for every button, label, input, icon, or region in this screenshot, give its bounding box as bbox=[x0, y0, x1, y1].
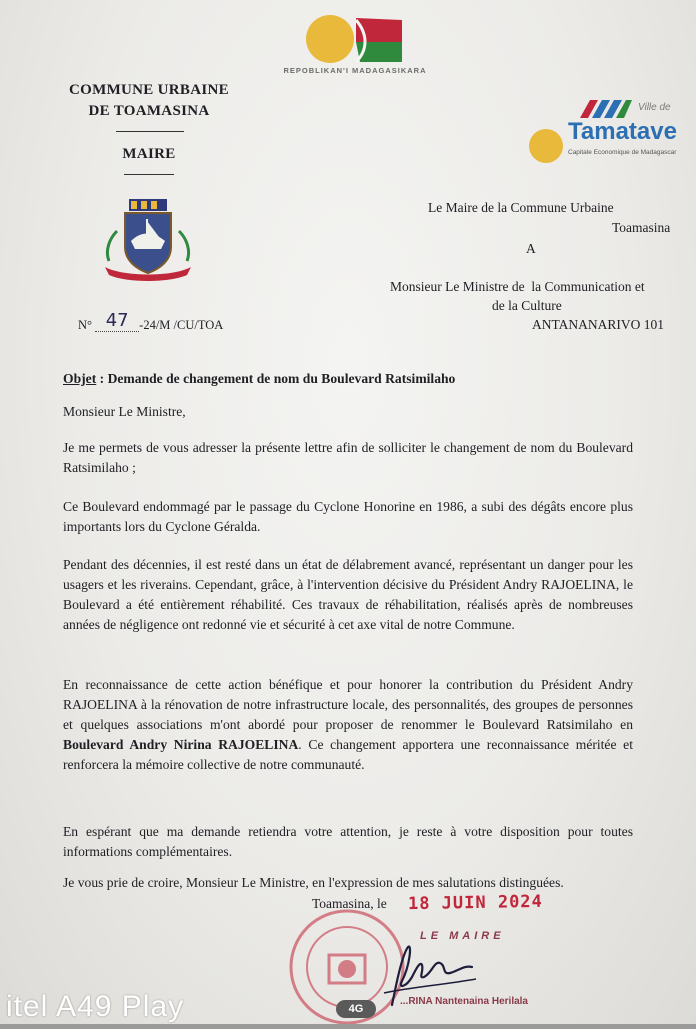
commune-name-line1: COMMUNE URBAINE bbox=[69, 82, 229, 98]
office-title: MAIRE bbox=[122, 146, 176, 162]
paragraph-4-end: . Ce changement apportera une reconnaissance méritée et renforcera la mémoire collective de notre communauté. bbox=[63, 737, 633, 772]
sender-line1: Le Maire de la Commune Urbaine bbox=[428, 200, 614, 215]
commune-name-line2: DE TOAMASINA bbox=[88, 103, 210, 119]
recipient-city: ANTANANARIVO 101 bbox=[532, 317, 665, 332]
paragraph-1: Je me permets de vous adresser la présente lettre afin de solliciter le changement de nom du Boulevard Ratsimilaho ; bbox=[63, 440, 633, 475]
camera-watermark: itel A49 Play bbox=[6, 990, 185, 1023]
header-divider bbox=[116, 131, 184, 132]
closing-formula: Je vous prie de croire, Monsieur Le Ministre, en l'expression de mes salutations distinguées. bbox=[63, 875, 564, 890]
network-badge: 4G bbox=[336, 1000, 376, 1018]
addressee-marker: A bbox=[526, 241, 536, 256]
signatory-title: LE MAIRE bbox=[420, 930, 505, 942]
header-divider bbox=[124, 174, 174, 175]
signatory-name: ...RINA Nantenaina Herilala bbox=[400, 996, 528, 1007]
city-logo-name: Tamatave bbox=[568, 118, 677, 145]
paragraph-2: Ce Boulevard endommagé par le passage du Cyclone Honorine en 1986, a subi des dégâts encore plus importants lors du Cyclone Géralda. bbox=[63, 499, 633, 534]
coat-of-arms-icon bbox=[103, 195, 193, 283]
paragraph-4-start: En reconnaissance de cette action bénéfique et pour honorer la contribution du Président Andry RAJOELINA à la rénovation de notre infrastructure locale, des personnalités, des groupes de personnes et quelques associations m'ont abordé pour proposer de renommer le Boulevard Ratsimilaho en bbox=[63, 677, 633, 732]
date-place: Toamasina, le bbox=[312, 896, 387, 911]
city-logo-subtitle: Capitale Economique de Madagascar bbox=[568, 149, 677, 156]
city-logo-tag: Ville de bbox=[638, 102, 671, 113]
subject-label: Objet bbox=[63, 371, 97, 386]
paragraph-3: Pendant des décennies, il est resté dans un état de délabrement avancé, représentant un danger pour les usagers et les riverains. Cependant, grâce, à l'intervention décisive du Président Andry RAJOELINA, le Boulevard a été entièrement réhabilité. Ces travaux de réhabilitation, réalisés après de nombreuses années de négligence ont redonné vie et sécurité à cet axe vital de notre Commune. bbox=[63, 557, 633, 632]
recipient-line2: de la Culture bbox=[492, 298, 562, 313]
national-emblem bbox=[298, 12, 408, 67]
reference-prefix: N° bbox=[78, 318, 93, 332]
subject-line bbox=[63, 371, 455, 387]
emblem-caption: REPOBLIKAN'I MADAGASIKARA bbox=[283, 66, 427, 75]
subject-text: : Demande de changement de nom du Boulevard Ratsimilaho bbox=[99, 371, 456, 386]
emblem-icon bbox=[298, 12, 408, 67]
paragraph-4 bbox=[63, 675, 633, 775]
paragraph-5: En espérant que ma demande retiendra votre attention, je reste à votre disposition pour toutes informations complémentaires. bbox=[63, 824, 633, 859]
salutation: Monsieur Le Ministre, bbox=[63, 404, 186, 419]
proposed-boulevard-name: Boulevard Andry Nirina RAJOELINA bbox=[63, 737, 299, 752]
reference-suffix: -24/M /CU/TOA bbox=[139, 318, 224, 332]
recipient-line1: Monsieur Le Ministre de la Communication et bbox=[390, 279, 645, 294]
reference-handwritten-number: 47 bbox=[95, 310, 139, 332]
coat-of-arms bbox=[103, 195, 193, 283]
date-stamp: 18 JUIN 2024 bbox=[407, 891, 543, 915]
sender-line2: Toamasina bbox=[612, 220, 671, 235]
reference-number bbox=[78, 310, 224, 335]
city-logo bbox=[528, 94, 688, 166]
